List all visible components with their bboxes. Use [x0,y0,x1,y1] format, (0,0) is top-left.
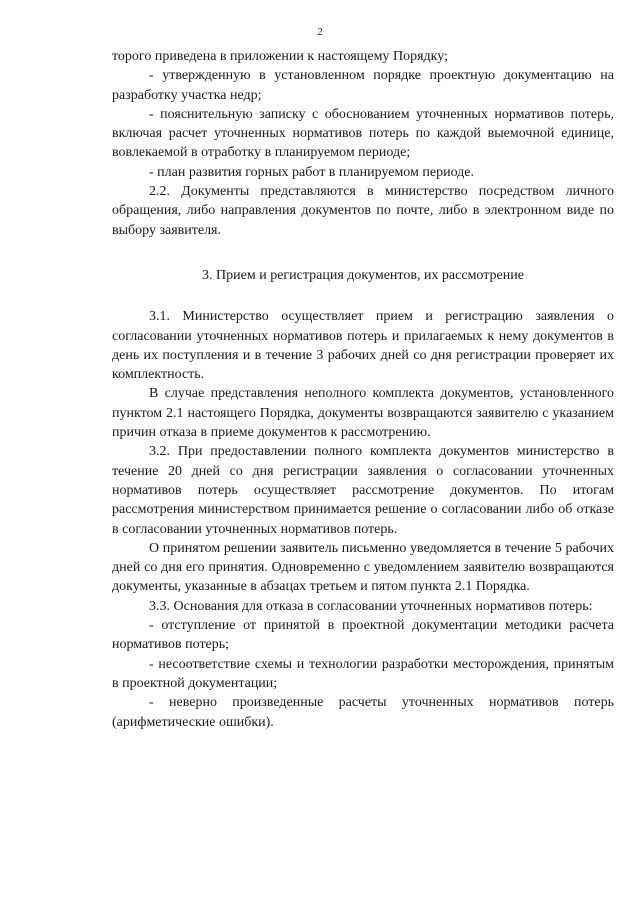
paragraph: 3.3. Основания для отказа в согласовании уточненных нормативов потерь: [149,598,593,614]
paragraph: торого приведена в приложении к настоящему Порядку; [112,49,448,64]
list-item: - отступление от принятой в проектной документации методики расчета нормативов потерь; [112,618,614,653]
paragraph: О принятом решении заявитель письменно уведомляется в течение 5 рабочих дней со дня его принятия. Одновременно с уведомлением заявителю возвращаются документы, указанные в абзацах третьем и пятом пункта 2.1 Порядка. [112,540,614,595]
list-item: - план развития горных работ в планируемом периоде. [149,164,475,180]
list-item: - несоответствие схемы и технологии разработки месторождения, принятым в проектной документации; [112,656,614,691]
paragraph: 3.2. При предоставлении полного комплекта документов министерство в течение 20 дней со дня регистрации заявления о согласовании уточненных нормативов потерь осуществляет рассмотрение документов. По итогам рассмотрения министерством принимается решение о согласовании либо об отказе в согласовании уточненных нормативов потерь. [112,444,614,537]
list-item: - неверно произведенные расчеты уточненных нормативов потерь (арифметические ошибки). [112,695,614,730]
list-item: - пояснительную записку с обоснованием уточненных нормативов потерь, включая расчет уточненных нормативов потерь по каждой выемочной единице, вовлекаемой в отработку в планируемом периоде; [112,106,614,161]
list-item: - утвержденную в установленном порядке проектную документацию на разработку участка недр; [112,68,614,103]
page-number: 2 [317,26,323,38]
paragraph: 3.1. Министерство осуществляет прием и регистрацию заявления о согласовании уточненных нормативов потерь и прилагаемых к нему документов в день их поступления и в течение 3 рабочих дней со дня регистрации проверяет их комплектность. [112,309,614,383]
document-body [112,47,614,732]
section-heading: 3. Прием и регистрация документов, их рассмотрение [202,267,524,283]
paragraph: 2.2. Документы представляются в министерство посредством личного обращения, либо направления документов по почте, либо в электронном виде по выбору заявителя. [112,184,614,238]
paragraph: В случае представления неполного комплекта документов, установленного пунктом 2.1 настоящего Порядка, документы возвращаются заявителю с указанием причин отказа в приеме документов к рассмотрению. [112,386,614,441]
